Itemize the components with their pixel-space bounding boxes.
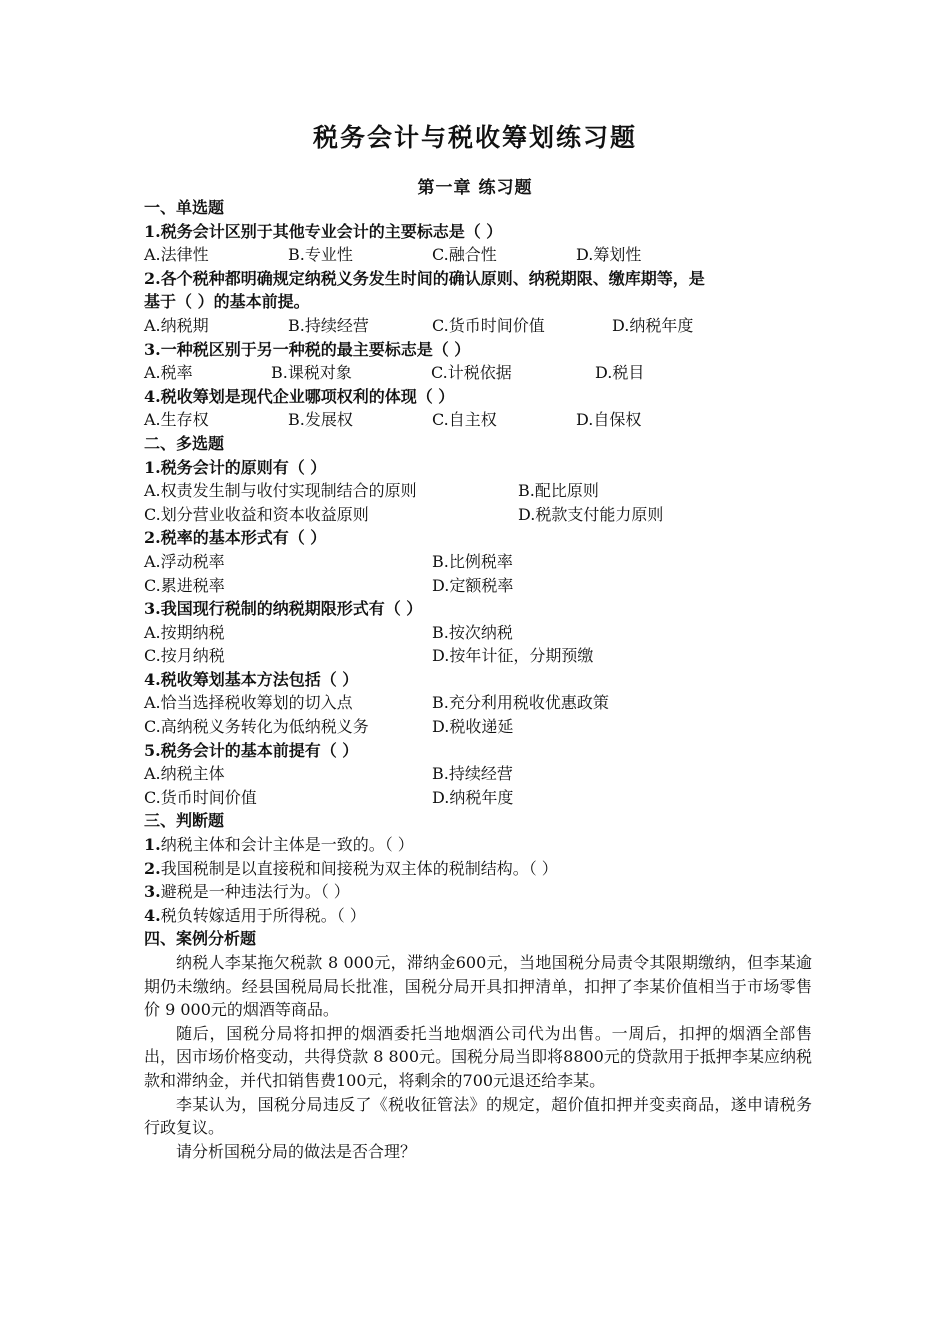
option-a: A.恰当选择税收筹划的切入点 — [144, 693, 353, 713]
option-a: A.权责发生制与收付实现制结合的原则 — [144, 481, 417, 501]
option-c: C.累进税率 — [144, 575, 225, 595]
option-d: D.税收递延 — [432, 717, 514, 737]
options-row — [144, 786, 812, 810]
chapter-heading: 第一章 练习题 — [417, 178, 533, 198]
section-heading-single: 一、单选题 — [144, 198, 225, 217]
options-row — [144, 762, 812, 786]
option-c: C.高纳税义务转化为低纳税义务 — [144, 717, 369, 737]
option-d: D.税目 — [595, 363, 645, 383]
option-a: A.法律性 — [144, 245, 209, 265]
judge-text: 税负转嫁适用于所得税。（ ） — [160, 905, 366, 925]
question-text: 4.税收筹划是现代企业哪项权利的体现（ ） — [144, 386, 455, 406]
options-row — [144, 314, 812, 338]
option-b: B.专业性 — [288, 245, 353, 265]
judge-number: 4. — [144, 905, 161, 925]
options-row — [144, 691, 812, 715]
option-a: A.按期纳税 — [144, 622, 225, 642]
option-b: B.持续经营 — [288, 315, 369, 335]
judge-text: 避税是一种违法行为。（ ） — [160, 882, 350, 902]
judge-number: 2. — [144, 858, 161, 878]
option-d: D.自保权 — [576, 410, 642, 430]
section-heading-judge: 三、判断题 — [144, 811, 225, 831]
judge-number: 3. — [144, 882, 161, 902]
case-paragraph: 随后，国税分局将扣押的烟酒委托当地烟酒公司代为出售。一周后，扣押的烟酒全部售出，因市场价格变动，共得贷款 8 800元。国税分局当即将8800元的贷款用于抵押李某应纳税款和滞纳金，并代扣销售费100元，将剩余的700元退还给李某。 — [144, 1023, 812, 1090]
option-d: D.纳税年度 — [432, 787, 514, 807]
option-d: D.筹划性 — [576, 245, 642, 265]
judge-number: 1. — [144, 835, 161, 855]
option-c: C.划分营业收益和资本收益原则 — [144, 504, 369, 524]
document-title: 税务会计与税收筹划练习题 — [312, 123, 637, 152]
option-d: D.纳税年度 — [612, 315, 694, 335]
case-paragraph: 李某认为，国税分局违反了《税收征管法》的规定，超价值扣押并变卖商品，遂申请税务行政复议。 — [144, 1094, 812, 1138]
question-text: 2.各个税种都明确规定纳税义务发生时间的确认原则、纳税期限、缴库期等，是 — [144, 268, 705, 288]
option-a: A.税率 — [144, 363, 193, 383]
options-row — [144, 503, 812, 527]
section-heading-case: 四、案例分析题 — [144, 929, 257, 949]
section-heading-multi: 二、多选题 — [144, 433, 225, 453]
question-text-continued: 基于（ ）的基本前提。 — [144, 292, 310, 312]
option-d: D.按年计征，分期预缴 — [432, 646, 594, 666]
option-b: B.充分利用税收优惠政策 — [432, 693, 609, 713]
question-text: 3.我国现行税制的纳税期限形式有（ ） — [144, 599, 423, 619]
options-row — [144, 644, 812, 668]
options-row — [144, 479, 812, 503]
options-row — [144, 621, 812, 645]
option-b: B.发展权 — [288, 410, 353, 430]
question-text: 2.税率的基本形式有（ ） — [144, 528, 327, 548]
option-b: B.持续经营 — [432, 764, 513, 784]
judge-item — [144, 904, 812, 928]
option-a: A.纳税期 — [144, 315, 209, 335]
case-paragraph: 纳税人李某拖欠税款 8 000元，滞纳金600元，当地国税分局责令其限期缴纳，但李某逾期仍未缴纳。经县国税局局长批准，国税分局开具扣押清单，扣押了李某价值相当于市场零售价 9 000元的烟酒等商品。 — [144, 953, 812, 1020]
judge-text: 我国税制是以直接税和间接税为双主体的税制结构。（ ） — [160, 858, 558, 878]
option-c: C.自主权 — [432, 410, 497, 430]
option-c: C.货币时间价值 — [144, 787, 257, 807]
judge-text: 纳税主体和会计主体是一致的。（ ） — [160, 835, 414, 855]
option-c: C.按月纳税 — [144, 646, 225, 666]
options-row — [144, 715, 812, 739]
options-row — [144, 550, 812, 574]
question-text: 3.一种税区别于另一种税的最主要标志是（ ） — [144, 339, 471, 359]
option-c: C.融合性 — [432, 245, 497, 265]
option-b: B.按次纳税 — [432, 622, 513, 642]
option-c: C.计税依据 — [431, 363, 512, 383]
option-a: A.浮动税率 — [144, 551, 225, 571]
question-text: 1.税务会计区别于其他专业会计的主要标志是（ ） — [144, 221, 503, 241]
question-text: 4.税收筹划基本方法包括（ ） — [144, 669, 359, 689]
option-b: B.比例税率 — [432, 551, 513, 571]
options-row — [144, 574, 812, 598]
judge-item — [144, 857, 812, 881]
option-b: B.课税对象 — [271, 363, 352, 383]
option-a: A.纳税主体 — [144, 764, 225, 784]
question-text: 1.税务会计的原则有（ ） — [144, 457, 327, 477]
option-d: D.税款支付能力原则 — [518, 504, 664, 524]
judge-item — [144, 880, 812, 904]
option-d: D.定额税率 — [432, 575, 514, 595]
option-c: C.货币时间价值 — [432, 315, 545, 335]
document-body — [144, 196, 812, 1163]
question-text: 5.税务会计的基本前提有（ ） — [144, 740, 359, 760]
options-row — [144, 408, 812, 432]
option-a: A.生存权 — [144, 410, 209, 430]
judge-item — [144, 833, 812, 857]
options-row — [144, 243, 812, 267]
options-row — [144, 361, 812, 385]
option-b: B.配比原则 — [518, 481, 599, 501]
case-question: 请分析国税分局的做法是否合理？ — [176, 1141, 417, 1161]
